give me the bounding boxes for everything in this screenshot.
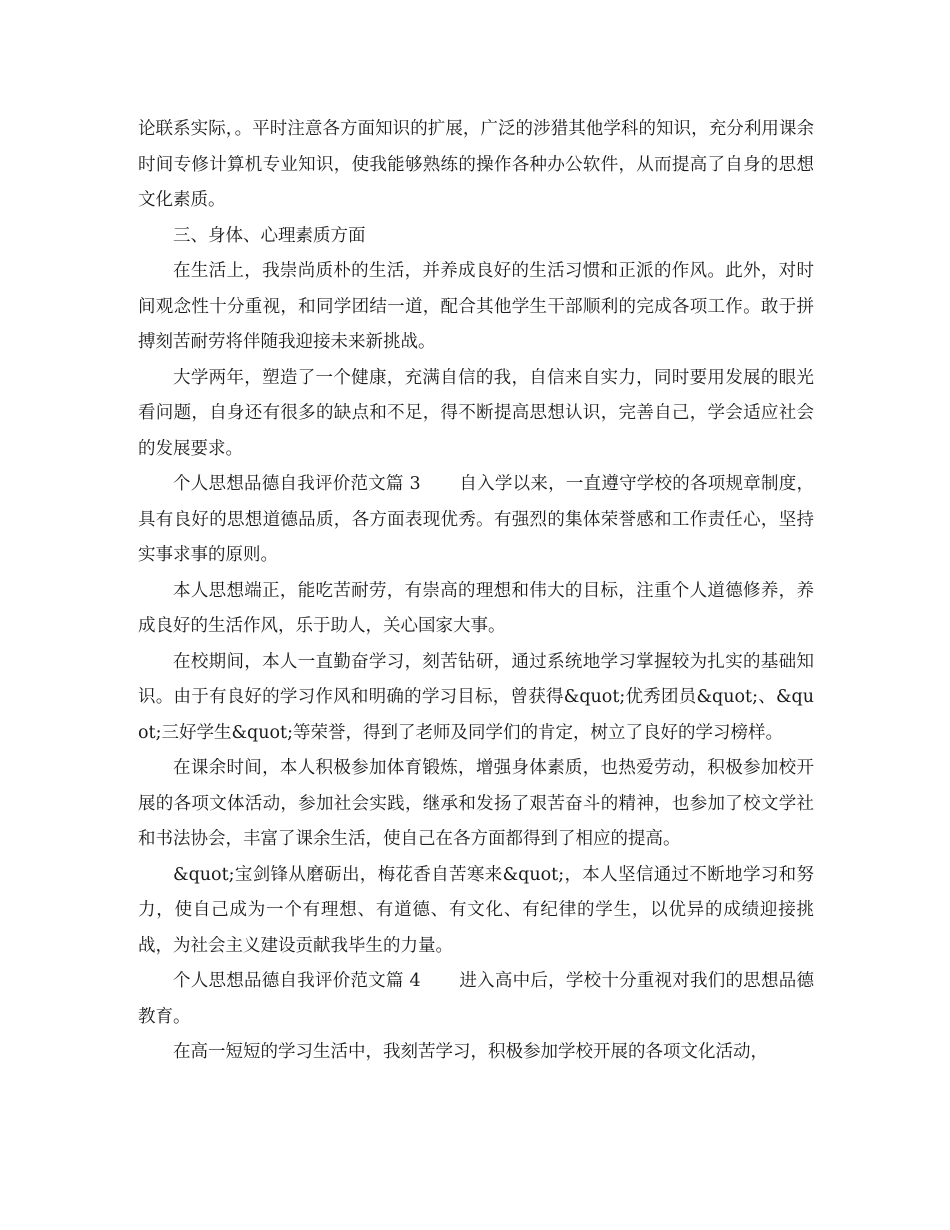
sample-3-heading: 个人思想品德自我评价范文篇 3 (173, 474, 421, 494)
paragraph-sample-3 (138, 467, 814, 574)
paragraph-grade-one: 在高一短短的学习生活中，我刻苦学习，积极参加学校开展的各项文化活动， (173, 1042, 768, 1062)
sample-3-body: 自入学以来，一直遵守学校的各项规章制度，具有良好的思想道德品质，各方面表现优秀。有强烈的集体荣誉感和工作责任心，坚持实事求事的原则。 (138, 474, 815, 565)
paragraph-life: 在生活上，我崇尚质朴的生活，并养成良好的生活习惯和正派的作风。此外，对时间观念性十分重视，和同学团结一道，配合其他学生干部顺利的完成各项工作。敢于拼搏刻苦耐劳将伴随我迎接未来新挑战。 (138, 261, 814, 352)
sample-4-body: 进入高中后，学校十分重视对我们的思想品德教育。 (138, 971, 815, 1027)
document-page (138, 112, 814, 1071)
paragraph-sample-4 (138, 964, 814, 1035)
paragraph-continuation: 论联系实际，。平时注意各方面知识的扩展，广泛的涉猎其他学科的知识，充分利用课余时间专修计算机专业知识，使我能够熟练的操作各种办公软件，从而提高了自身的思想文化素质。 (138, 119, 814, 210)
paragraph-extracurricular: 在课余时间，本人积极参加体育锻炼，增强身体素质，也热爱劳动，积极参加校开展的各项文体活动，参加社会实践，继承和发扬了艰苦奋斗的精神，也参加了校文学社和书法协会，丰富了课余生活，使自己在各方面都得到了相应的提高。 (138, 758, 814, 849)
section-heading-physical-mental: 三、身体、心理素质方面 (173, 225, 366, 246)
paragraph-thought: 本人思想端正，能吃苦耐劳，有崇高的理想和伟大的目标，注重个人道德修养，养成良好的生活作风，乐于助人，关心国家大事。 (138, 580, 814, 636)
paragraph-study: 在校期间，本人一直勤奋学习，刻苦钻研，通过系统地学习掌握较为扎实的基础知识。由于有良好的学习作风和明确的学习目标，曾获得&quot;优秀团员&quot;、&quot;三好学生&quot;等荣誉，得到了老师及同学们的肯定，树立了良好的学习榜样。 (138, 651, 814, 743)
sample-4-heading: 个人思想品德自我评价范文篇 4 (173, 971, 421, 991)
paragraph-two-years: 大学两年，塑造了一个健康，充满自信的我，自信来自实力，同时要用发展的眼光看问题，自身还有很多的缺点和不足，得不断提高思想认识，完善自己，学会适应社会的发展要求。 (138, 367, 814, 459)
paragraph-motto: &quot;宝剑锋从磨砺出，梅花香自苦寒来&quot;，本人坚信通过不断地学习和努力，使自己成为一个有理想、有道德、有文化、有纪律的学生，以优异的成绩迎接挑战，为社会主义建设贡献我毕生的力量。 (138, 864, 814, 956)
